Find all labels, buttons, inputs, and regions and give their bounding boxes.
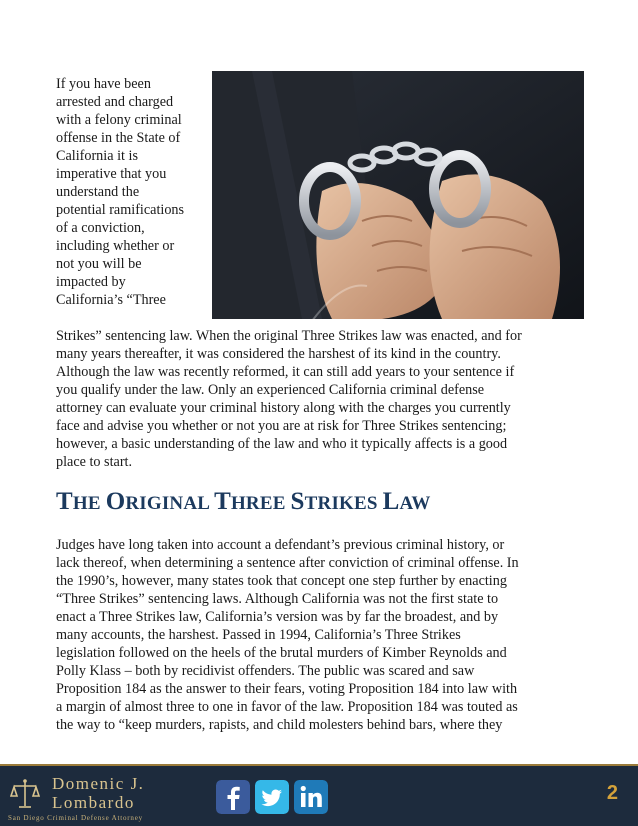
heading-rest: HREE [230,493,291,514]
handcuffs-illustration [212,71,584,319]
intro-line: attorney can evaluate your criminal history along with the charges you currently [56,400,511,416]
intro-line: Although the law was recently reformed, it can still add years to your sentence if [56,364,515,380]
body-line: “Three Strikes” sentencing laws. Although California was not the first state to [56,591,499,607]
firm-tagline: San Diego Criminal Defense Attorney [8,814,143,822]
intro-line: California it is [56,148,138,164]
intro-line: imperative that you [56,166,167,182]
scales-of-justice-icon [10,778,40,810]
firm-name-line: Domenic J. [52,774,145,793]
heading-cap: T [214,488,231,515]
body-line: Polly Klass – both by recidivist offenders. The public was scared and saw [56,663,475,679]
intro-line: many years thereafter, it was considered the harshest of its kind in the country. [56,346,501,362]
intro-line: of a conviction, [56,220,145,236]
body-line: enact a Three Strikes law, California’s version was by far the broadest, and by [56,609,499,625]
intro-line: place to start. [56,454,133,470]
body-line: Judges have long taken into account a defendant’s previous criminal history, or [56,537,505,553]
intro-line: potential ramifications [56,202,185,218]
firm-name-line: Lombardo [52,793,135,812]
intro-line: arrested and charged [56,94,174,110]
page-number: 2 [606,782,618,804]
intro-line: you qualify under the law. Only an experienced California criminal defense [56,382,485,398]
body-line: a margin of almost three to one in favor of the law. Proposition 184 was touted as [56,699,518,715]
body-line: lack thereof, when determining a sentence after conviction of criminal offense. In [56,555,519,571]
footer-divider [0,764,638,766]
intro-line: Strikes” sentencing law. When the original Three Strikes law was enacted, and for [56,328,522,344]
body-line: the 1990’s, however, many states took that concept one step further by enacting [56,573,507,589]
intro-line: If you have been [56,76,151,92]
handcuffs-photo [212,71,584,319]
intro-paragraph-narrow [56,75,206,309]
body-line: many accounts, the harshest. Passed in 1994, California’s Three Strikes [56,627,461,643]
heading-cap: T [56,488,73,515]
linkedin-icon[interactable] [294,780,328,814]
intro-line: California’s “Three [56,292,166,308]
twitter-icon[interactable] [255,780,289,814]
heading-rest: AW [399,493,431,514]
section-heading [56,488,586,516]
intro-line: with a felony criminal [56,112,182,128]
intro-line: face and advise you whether or not you are at risk for Three Strikes sentencing; [56,418,507,434]
intro-paragraph-wide [56,327,586,471]
body-line: the way to “keep murders, rapists, and child molesters behind bars, where they [56,717,503,733]
heading-cap: S [290,488,305,515]
body-line: legislation followed on the heels of the brutal murders of Kimber Reynolds and [56,645,507,661]
firm-logo-name [52,774,144,812]
heading-rest: HE [72,493,106,514]
intro-line: not you will be [56,256,142,272]
heading-cap: O [105,488,126,515]
intro-line: including whether or [56,238,175,254]
heading-cap: L [382,488,400,515]
footer-bar [0,764,638,826]
heading-rest: RIGINAL [125,493,215,514]
section-body [56,536,586,734]
heading-rest: TRIKES [304,493,383,514]
intro-line: offense in the State of [56,130,181,146]
intro-line: however, a basic understanding of the law and who it typically affects is a good [56,436,508,452]
facebook-icon[interactable] [216,780,250,814]
intro-line: understand the [56,184,140,200]
body-line: Proposition 184 as the answer to their fears, voting Proposition 184 into law with [56,681,518,697]
intro-line: impacted by [56,274,126,290]
